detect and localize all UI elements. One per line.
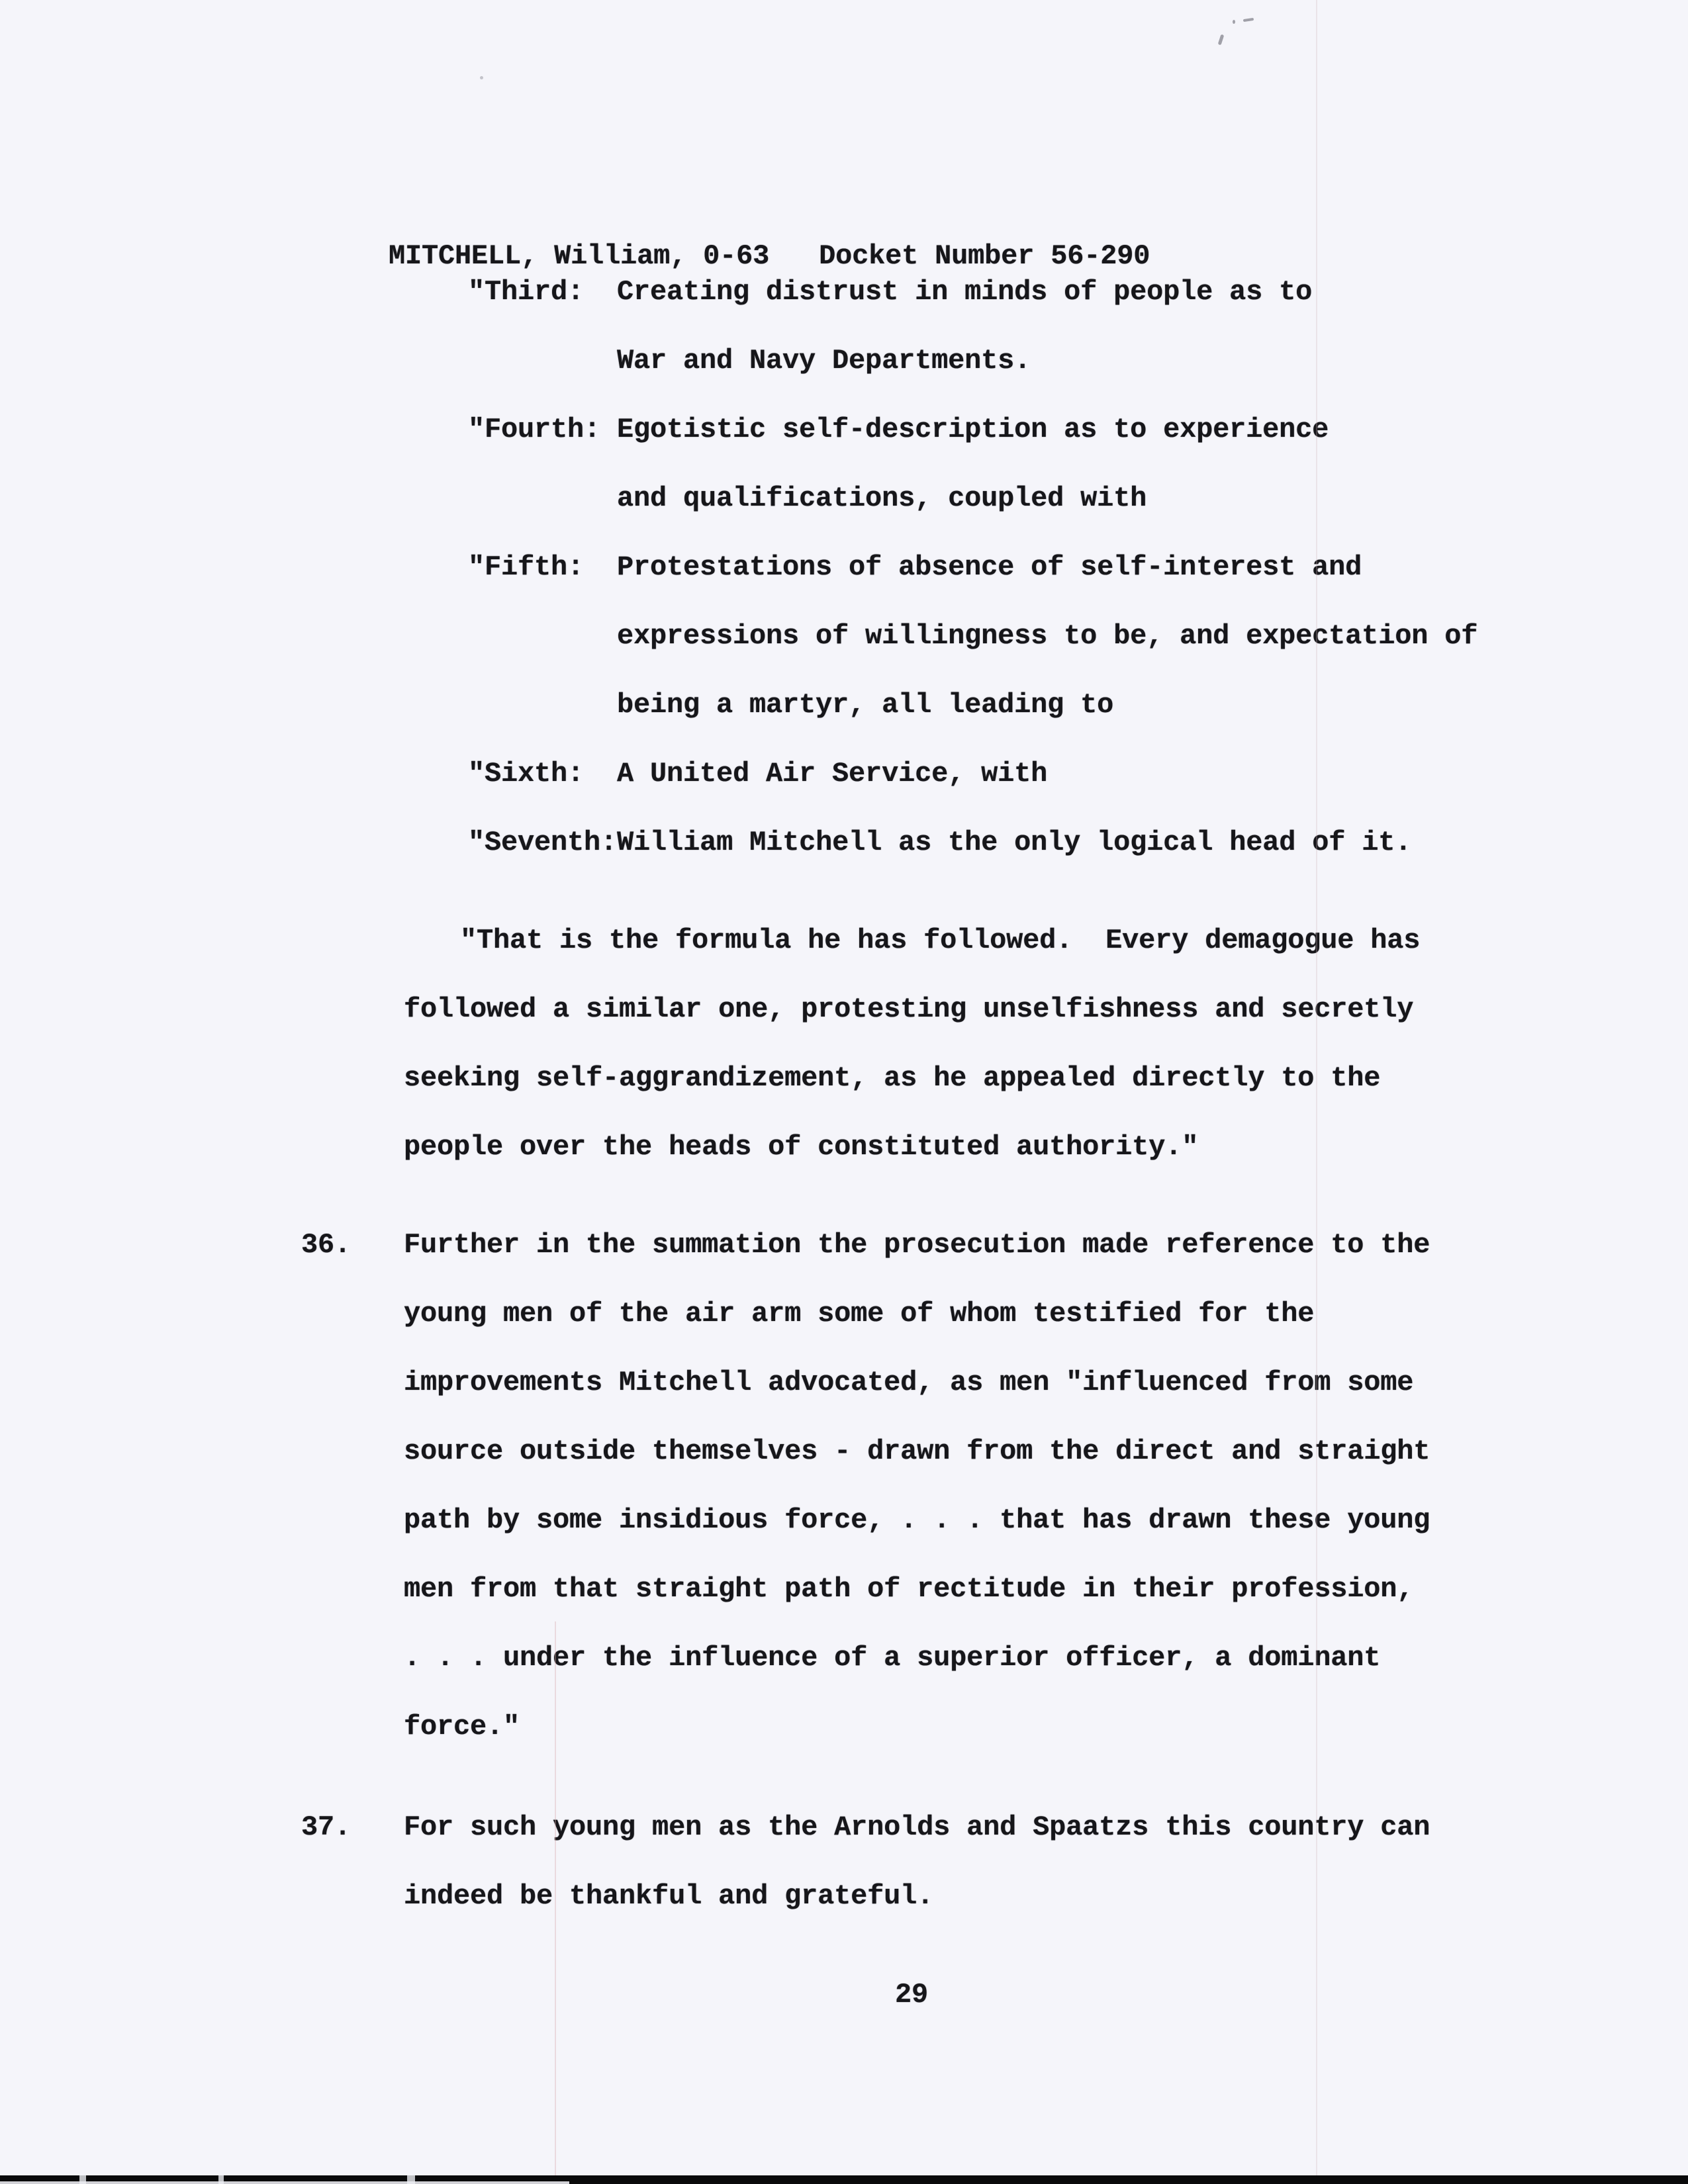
paragraph-line: indeed be thankful and grateful. [404, 1880, 934, 1912]
scanner-edge-bar-gap [407, 2175, 415, 2184]
paragraph-36 [301, 1210, 1430, 1761]
charge-text: Protestations of absence of self-interest and [617, 551, 1362, 583]
paragraph-line: Further in the summation the prosecution made reference to the [404, 1229, 1430, 1261]
paragraph-number: 37. [301, 1811, 352, 1843]
charge-text-continued: being a martyr, all leading to [617, 689, 1114, 721]
charge-text-continued: War and Navy Departments. [617, 345, 1031, 377]
page-number: 29 [895, 1979, 929, 2011]
charge-text: A United Air Service, with [617, 758, 1048, 790]
charge-text: Creating distrust in minds of people as to [617, 276, 1313, 308]
charge-text-continued: and qualifications, coupled with [617, 482, 1147, 514]
scanner-edge-bar-gap [79, 2175, 86, 2184]
scan-speck [1218, 34, 1225, 46]
charge-item-third [468, 257, 1477, 395]
paragraph-line: men from that straight path of rectitude in their profession, [404, 1573, 1414, 1605]
paragraph-line: path by some insidious force, . . . that has drawn these young [404, 1504, 1430, 1536]
charge-line [468, 808, 1477, 877]
charge-label: "Third: [468, 276, 585, 308]
charge-text: William Mitchell as the only logical head of it. [617, 827, 1412, 858]
charge-list [468, 257, 1477, 877]
closing-quote-paragraph [404, 906, 1420, 1181]
paragraph-line: seeking self-aggrandizement, as he appealed directly to the [404, 1062, 1381, 1094]
charge-item-sixth [468, 739, 1477, 808]
charge-label: "Sixth: [468, 758, 585, 790]
charge-line [468, 257, 1477, 326]
charge-item-fourth [468, 395, 1477, 533]
paragraph-line: . . . under the influence of a superior officer, a dominant [404, 1642, 1381, 1674]
paragraph-line: followed a similar one, protesting unselfishness and secretly [404, 993, 1414, 1025]
scan-speck [1243, 18, 1254, 22]
paragraph-line: source outside themselves - drawn from the direct and straight [404, 1435, 1430, 1467]
charge-item-fifth [468, 533, 1477, 739]
paragraph-number: 36. [301, 1229, 352, 1261]
subject-identification: MITCHELL, William, 0-63 [389, 240, 770, 272]
charge-line [468, 739, 1477, 808]
charge-label: "Fourth: [468, 414, 601, 445]
charge-line [468, 533, 1477, 602]
paragraph-line: "That is the formula he has followed. Every demagogue has [460, 925, 1421, 956]
paragraph-line: improvements Mitchell advocated, as men "influenced from some [404, 1367, 1414, 1398]
paragraph-line: force." [404, 1711, 520, 1743]
scan-speck [480, 76, 483, 79]
scanner-edge-bar [0, 2175, 1688, 2184]
charge-label: "Fifth: [468, 551, 585, 583]
scan-speck [1233, 20, 1235, 24]
scanner-edge-bar-gap [218, 2175, 224, 2184]
charge-text-continued: expressions of willingness to be, and expectation of [617, 620, 1478, 652]
charge-line [468, 395, 1477, 464]
paragraph-line: people over the heads of constituted authority." [404, 1131, 1199, 1163]
charge-text: Egotistic self-description as to experience [617, 414, 1329, 445]
charge-label: "Seventh: [468, 827, 618, 858]
docket-number: Docket Number 56-290 [819, 240, 1150, 272]
charge-item-seventh [468, 808, 1477, 877]
paragraph-line: young men of the air arm some of whom testified for the [404, 1298, 1315, 1330]
paragraph-37 [301, 1793, 1430, 1931]
paragraph-line: For such young men as the Arnolds and Spaatzs this country can [404, 1811, 1430, 1843]
